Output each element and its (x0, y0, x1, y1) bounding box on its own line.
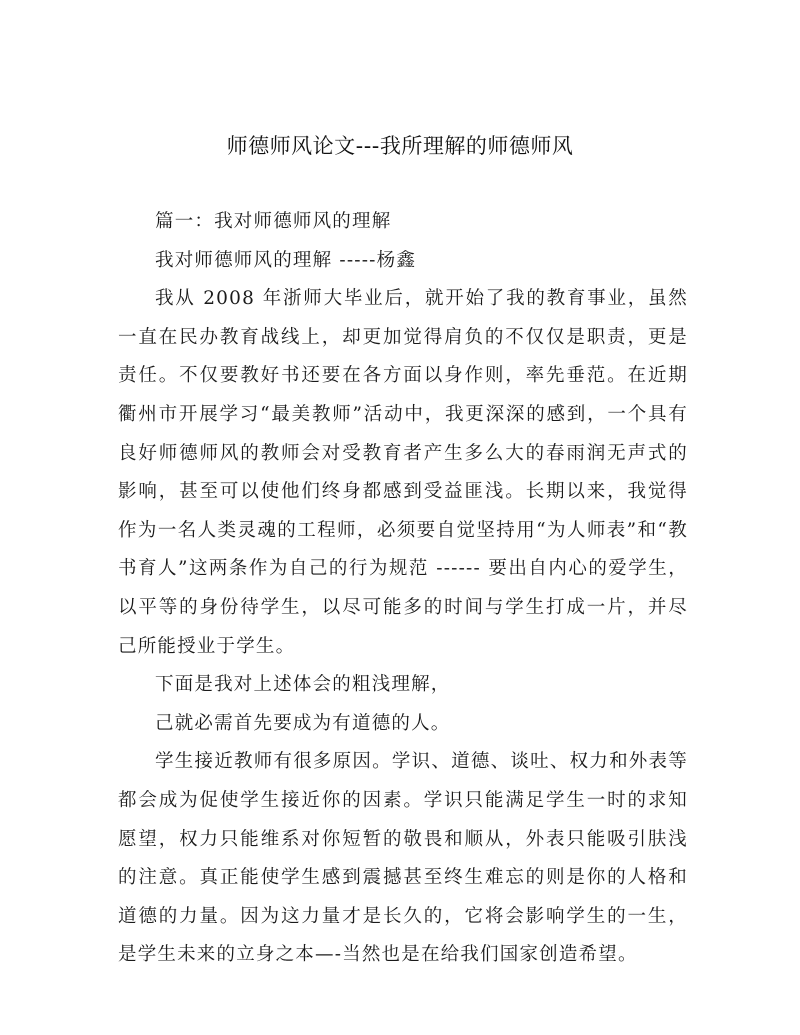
document-title: 师德师风论文---我所理解的师德师风 (226, 134, 574, 158)
subheading-author: 我对师德师风的理解 -----杨鑫 (155, 249, 417, 271)
body-paragraph: 学生接近教师有很多原因。学识、道德、谈吐、权力和外表等都会成为促使学生接近你的因素。学识只能满足学生一时的求知愿望，权力只能维系对你短暂的敬畏和顺从，外表只能吸引肤浅的注意。真正能使学生感到震撼甚至终生难忘的则是你的人格和道德的力量。因为这力量才是长久的，它将会影响学生的一生，是学生未来的立身之本—-当然也是在给我们国家创造希望。 (118, 751, 688, 966)
body-paragraph: 下面是我对上述体会的粗浅理解， (155, 674, 451, 696)
body-paragraph: 我从 2008 年浙师大毕业后，就开始了我的教育事业，虽然一直在民办教育战线上，却更加觉得肩负的不仅仅是职责，更是责任。不仅要教好书还要在各方面以身作则，率先垂范。在近期衢州市开展学习“最美教师”活动中，我更深深的感到，一个具有良好师德师风的教师会对受教育者产生多么大的春雨润无声式的影响，甚至可以使他们终身都感到受益匪浅。长期以来，我觉得作为一名人类灵魂的工程师，必须要自觉坚持用“为人师表”和“教书育人”这两条作为自己的行为规范 ------ 要出自内心的爱学生，以平等的身份待学生，以尽可能多的时间与学生打成一片，并尽己所能授业于学生。 (118, 288, 688, 657)
document-body (118, 203, 688, 975)
body-paragraph: 己就必需首先要成为有道德的人。 (155, 712, 451, 734)
section-heading: 篇一：我对师德师风的理解 (155, 211, 392, 232)
